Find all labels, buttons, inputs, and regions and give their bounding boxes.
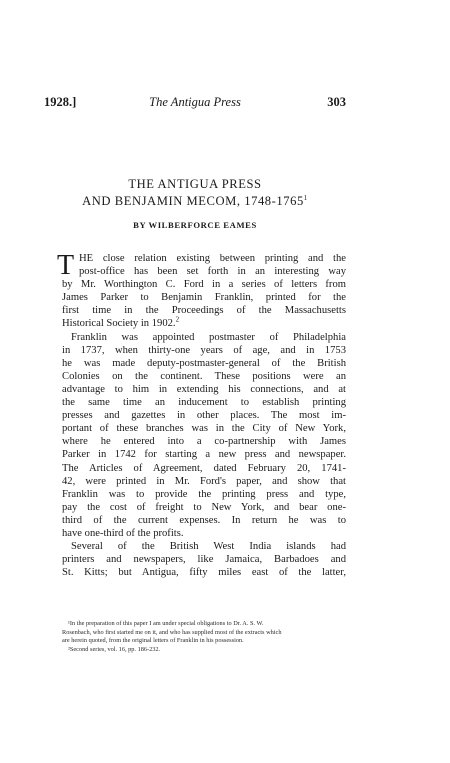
paragraph-2-line: Colonies on the continent. These positions were an	[62, 370, 346, 382]
paragraph-3	[62, 540, 346, 579]
paragraph-2-line: Parker in 1742 for starting a new press and newspaper.	[62, 449, 346, 461]
paragraph-1-line: James Parker to Benjamin Franklin, printed for the	[62, 292, 346, 304]
paragraph-1-last-line	[62, 317, 346, 330]
footnote-line: ²Second series, vol. 16, pp. 186-232.	[68, 645, 161, 653]
paragraph-2-line: portant of these branches was in the City of New York,	[62, 423, 346, 435]
paragraph-3-line: Several of the British West India islands had	[71, 541, 346, 553]
paragraph-2-line: The Articles of Agreement, dated February 20, 1741-	[62, 462, 346, 474]
article-title	[44, 176, 346, 210]
running-head-title: The Antigua Press	[149, 95, 241, 109]
paragraph-2-line: where he entered into a co-partnership with James	[62, 436, 346, 448]
paragraph-2-line: have one-third of the profits.	[62, 527, 184, 539]
paragraph-2-line: third of the current expenses. In return he was to	[62, 514, 346, 526]
paragraph-1-line: HE close relation existing between printing and the	[79, 253, 346, 264]
paragraph-2-line: Franklin was to provide the printing press and type,	[62, 488, 346, 500]
footnote-line: are herein quoted, from the original letters of Franklin in his possession.	[62, 637, 244, 645]
paragraph-1-line: first time in the Proceedings of the Massachusetts	[62, 305, 346, 317]
footnote-line: Rosenbach, who first started me on it, and who has supplied most of the extracts which	[62, 628, 282, 636]
page-number: 303	[327, 95, 346, 109]
footnotes	[62, 620, 346, 654]
paragraph-2-line: the same time an inducement to establish printing	[62, 397, 346, 409]
article-title-line-2-text: AND BENJAMIN MECOM, 1748-1765	[82, 194, 304, 208]
paragraph-2-line: in 1737, when thirty-one years of age, and in 1753	[62, 344, 346, 356]
paragraph-3-line: printers and newspapers, like Jamaica, Barbadoes and	[62, 554, 346, 566]
paragraph-2-line: advantage to him in extending his connections, and at	[62, 383, 346, 395]
paragraph-3-line: St. Kitts; but Antigua, fifty miles east of the latter,	[62, 567, 346, 579]
article-title-line-2	[44, 193, 346, 210]
running-head-year: 1928.]	[44, 95, 77, 109]
paragraph-2-line: Franklin was appointed postmaster of Philadelphia	[71, 331, 346, 343]
footnote-line: ¹In the preparation of this paper I am under special obligations to Dr. A. S. W.	[68, 620, 264, 627]
paragraph-1-line: post-office has been set forth in an interesting way	[79, 266, 346, 278]
paragraph-2-line: 42, were printed in Mr. Ford's paper, and show that	[62, 475, 346, 487]
paragraph-1-line-text: Historical Society in 1902.	[62, 318, 176, 330]
paragraph-1	[57, 250, 346, 331]
author-byline: BY WILBERFORCE EAMES	[133, 220, 257, 230]
title-footnote-marker: 1	[303, 193, 308, 202]
article-body	[57, 250, 346, 579]
running-head	[44, 95, 346, 111]
drop-cap: T	[57, 250, 75, 281]
paragraph-2-line: presses and gazettes in other places. The most im-	[62, 410, 346, 422]
paragraph-2-line: he was made deputy-postmaster-general of the British	[62, 357, 346, 369]
paragraph-1-line: by Mr. Worthington C. Ford in a series of letters from	[62, 279, 346, 291]
paragraph-2	[62, 331, 346, 541]
article-title-line-1: THE ANTIGUA PRESS	[128, 177, 262, 191]
paragraph-2-line: pay the cost of freight to New York, and bear one-	[62, 501, 346, 513]
footnote-marker-2: 2	[175, 315, 180, 324]
